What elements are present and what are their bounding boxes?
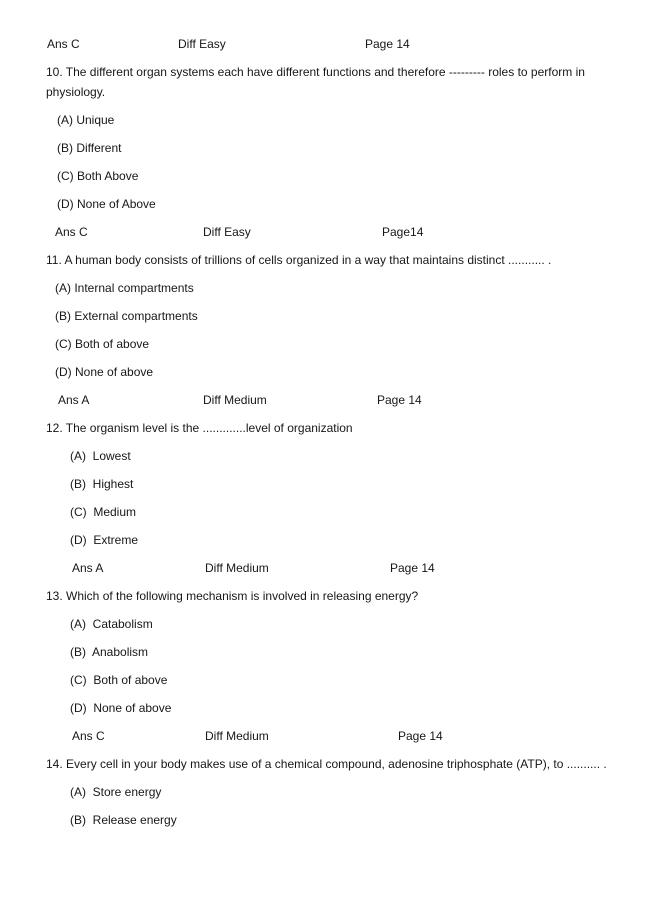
difficulty-label: Diff Medium (205, 561, 269, 575)
answer-label: Ans C (47, 37, 80, 51)
answer-key-row (46, 390, 647, 410)
question-text: 12. The organism level is the .............level of organization (46, 421, 353, 435)
difficulty-label: Diff Medium (203, 393, 267, 407)
option-item: (A) Store energy (70, 785, 162, 799)
option-item: (B) Highest (70, 477, 134, 491)
answer-key-row (46, 222, 647, 242)
answer-key-row (46, 726, 647, 746)
option-item: (B) Different (57, 141, 122, 155)
question-text: 11. A human body consists of trillions of cells organized in a way that maintains distinct ........... . (46, 253, 552, 267)
option-item: (B) External compartments (55, 309, 198, 323)
option-item: (A) Internal compartments (55, 281, 194, 295)
page-label: Page 14 (377, 393, 422, 407)
option-item: (A) Lowest (70, 449, 131, 463)
option-item: (D) None of Above (57, 197, 156, 211)
page-label: Page 14 (398, 729, 443, 743)
answer-key-row (46, 558, 647, 578)
page-label: Page 14 (390, 561, 435, 575)
answer-label: Ans A (72, 561, 104, 575)
option-item: (D) None of above (55, 365, 154, 379)
answer-key-row (46, 34, 647, 54)
difficulty-label: Diff Easy (203, 225, 251, 239)
page-label: Page14 (382, 225, 424, 239)
option-item: (C) Both Above (57, 169, 139, 183)
question-text: 10. The different organ systems each have different functions and therefore --------- roles to perform in physiology. (46, 65, 589, 99)
option-item: (D) None of above (70, 701, 172, 715)
question-text: 14. Every cell in your body makes use of a chemical compound, adenosine triphosphate (ATP), to .......... . (46, 757, 607, 771)
difficulty-label: Diff Medium (205, 729, 269, 743)
option-item: (A) Catabolism (70, 617, 153, 631)
option-item: (D) Extreme (70, 533, 139, 547)
page-label: Page 14 (365, 37, 410, 51)
option-item: (B) Release energy (70, 813, 177, 827)
difficulty-label: Diff Easy (178, 37, 226, 51)
option-item: (B) Anabolism (70, 645, 149, 659)
option-item: (A) Unique (57, 113, 115, 127)
answer-label: Ans C (55, 225, 88, 239)
option-item: (C) Medium (70, 505, 137, 519)
answer-label: Ans A (58, 393, 90, 407)
option-item: (C) Both of above (70, 673, 168, 687)
question-text: 13. Which of the following mechanism is involved in releasing energy? (46, 589, 419, 603)
option-item: (C) Both of above (55, 337, 150, 351)
answer-label: Ans C (72, 729, 105, 743)
